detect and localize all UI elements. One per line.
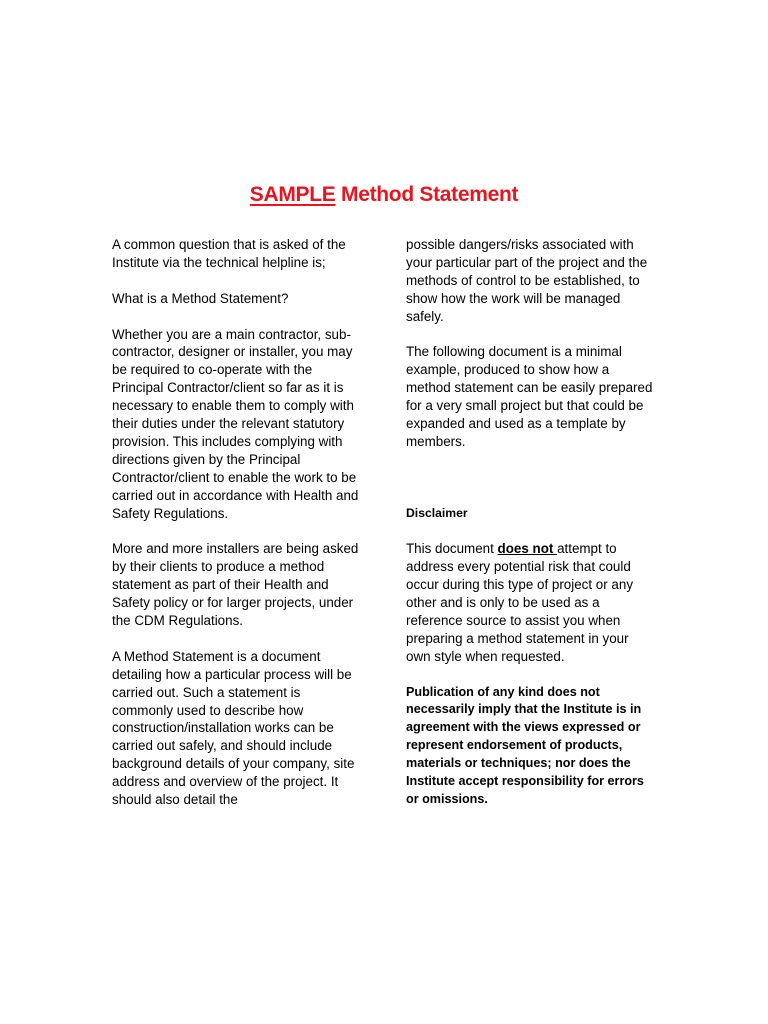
contractor-paragraph: Whether you are a main contractor, sub-contractor, designer or installer, you may be required to co-operate with the Principal Contractor/client so far as it is necessary to enable them to comply with their duties under the relevant statutory provision. This includes complying with directions given by the Principal Contractor/client to enable the work to be carried out in accordance with Health and Safety Regulations. xyxy=(112,326,359,521)
disclaimer-text-end: attempt to address every potential risk that could occur during this type of project or any other and is only to be used as a reference source to assist you when preparing a method statement in your own style when requested. xyxy=(406,541,634,664)
dangers-paragraph: possible dangers/risks associated with your particular part of the project and the methods of control to be established, to show how the work will be managed safely. xyxy=(406,237,648,324)
left-column xyxy=(112,236,360,809)
question-paragraph: What is a Method Statement? xyxy=(112,290,289,306)
title-rest: Method Statement xyxy=(335,183,519,206)
installers-paragraph: More and more installers are being asked by their clients to produce a method statement as part of their Health and Safety policy or for larger projects, under the CDM Regulations. xyxy=(112,541,359,628)
example-paragraph: The following document is a minimal example, produced to show how a method statement can be easily prepared for a very small project but that could be expanded and used as a template by members. xyxy=(406,344,653,449)
right-column xyxy=(406,236,656,809)
title-sample-word: SAMPLE xyxy=(249,183,336,206)
disclaimer-text-start: This document xyxy=(406,541,498,557)
intro-paragraph: A common question that is asked of the Institute via the technical helpline is; xyxy=(112,237,346,270)
definition-paragraph: A Method Statement is a document detailing how a particular process will be carried out. Such a statement is commonly used to describe how construction/installation works can be carried out safely, and should include background details of your company, site address and overview of the project. It should also detail the xyxy=(112,648,355,808)
disclaimer-heading: Disclaimer xyxy=(406,505,468,520)
does-not-emphasis: does not xyxy=(497,541,558,557)
publication-paragraph: Publication of any kind does not necessarily imply that the Institute is in agreement with the views expressed or represent endorsement of products, materials or techniques; nor does the Institute accept responsibility for errors or omissions. xyxy=(406,684,644,807)
disclaimer-paragraph xyxy=(406,540,656,665)
page-title xyxy=(0,183,768,207)
